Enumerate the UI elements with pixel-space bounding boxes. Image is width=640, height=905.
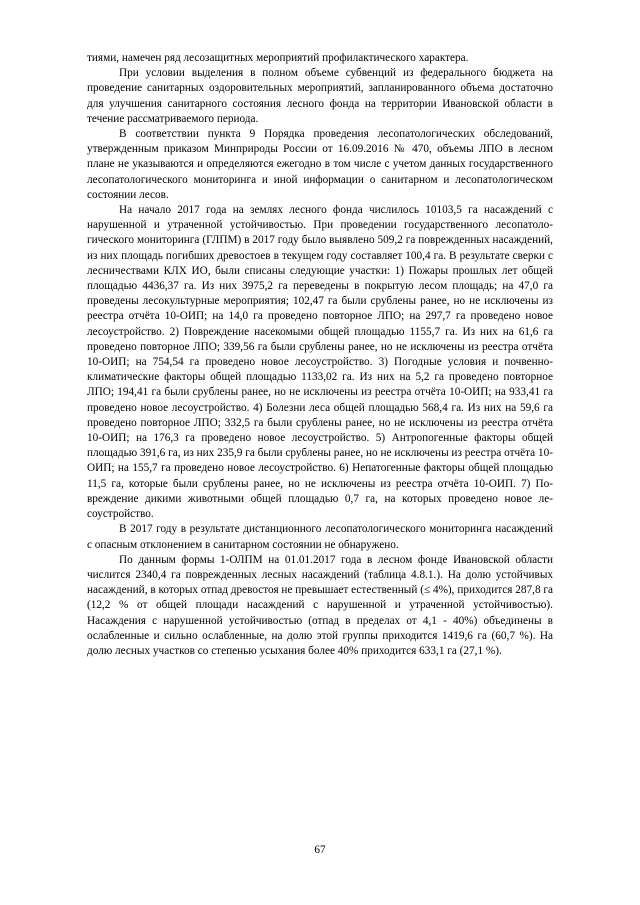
paragraph: В соответствии пункта 9 Порядка проведения лесопатологических обследований, утвержденным приказом Минприроды России от 16.09.2016 № 470, объемы ЛПО в лесном плане не указываются и определяются ежегодно в том числе с учетом данных государственного лесопатологического мониторинга и иной информации о санитарном и лесопатологическом состоянии лесов. [87, 128, 553, 201]
page-number: 67 [314, 844, 326, 856]
paragraph: При условии выделения в полном объеме субвенций из федерального бюджета на проведение санитарных оздоровительных мероприятий, запланированного объема достаточно для улучшения санитарного состояния лесного фонда на территории Ивановской области в течение рассматриваемого периода. [87, 67, 553, 125]
paragraph: По данным формы 1-ОЛПМ на 01.01.2017 года в лесном фонде Ивановской области числится 2340,4 га поврежденных лесных насаждений (таблица 4.8.1.). На долю устойчивых насаждений, в которых отпад древостоя не превышает естественный (≤ 4%), приходится 287,8 га (12,2 % от общей площади насаждений с нарушенной и утраченной устойчивостью). Насаждения с нарушенной устойчивостью (отпад в пределах от 4,1 - 40%) объединены в ослабленные и сильно ослабленные, на долю этой группы приходится 1419,6 га (60,7 %). На долю лесных участков со степенью усыхания более 40% приходится 633,1 га (27,1 %). [87, 553, 553, 657]
paragraph: На начало 2017 года на землях лесного фонда числилось 10103,5 га насаждений с нарушенной и утраченной устойчивостью. При проведении государственного лесопатологического мониторинга (ГЛПМ) в 2017 году было выявлено 509,2 га поврежденных насаждений, из них площадь погибших древостоев в текущем году составляет 100,4 га. В результате сверки с лесничествами КЛХ ИО, были списаны следующие участки: 1) Пожары прошлых лет общей площадью 4436,37 га. Из них 3975,2 га переведены в покрытую лесом площадь; на 47,0 га проведены лесокультурные мероприятия; 102,47 га были срублены ранее, но не исключены из реестра отчёта 10-ОИП; на 14,0 га проведено повторное ЛПО; на 297,7 га проведено новое лесоустройство. 2) Повреждение насекомыми общей площадью 1155,7 га. Из них на 61,6 га проведено повторное ЛПО; 339,56 га были срублены ранее, но не исключены из реестра отчёта 10-ОИП; на 754,54 га проведено новое лесоустройство. 3) Погодные условия и почвенно-климатические факторы общей площадью 1133,02 га. Из них на 5,2 га проведено повторное ЛПО; 194,41 га были срублены ранее, но не исключены из реестра отчёта 10-ОИП; на 933,41 га проведено новое лесоустройство. 4) Болезни леса общей площадью 568,4 га. Из них на 59,6 га проведено повторное ЛПО; 332,5 га были срублены ранее, но не исключены из реестра отчёта 10-ОИП; на 176,3 га проведено новое лесоустройство. 5) Антропогенные факторы общей площадью 391,6 га, из них 235,9 га были срублены ранее, но не исключены из реестра отчёта 10-ОИП; на 155,7 га проведено новое лесоустройство. 6) Непатогенные факторы общей площадью 11,5 га, которые были срублены ранее, но не исключены из реестра отчёта 10-ОИП. 7) Повреждение дикими животными общей площадью 0,7 га, на которых проведено новое лесоустройство. [87, 204, 553, 521]
paragraph: В 2017 году в результате дистанционного лесопатологического мониторинга насаждений с опасным отклонением в санитарном состоянии не обнаружено. [87, 523, 553, 551]
document-body [87, 51, 553, 659]
paragraph: тиями, намечен ряд лесозащитных мероприятий профилактического характера. [87, 52, 469, 64]
